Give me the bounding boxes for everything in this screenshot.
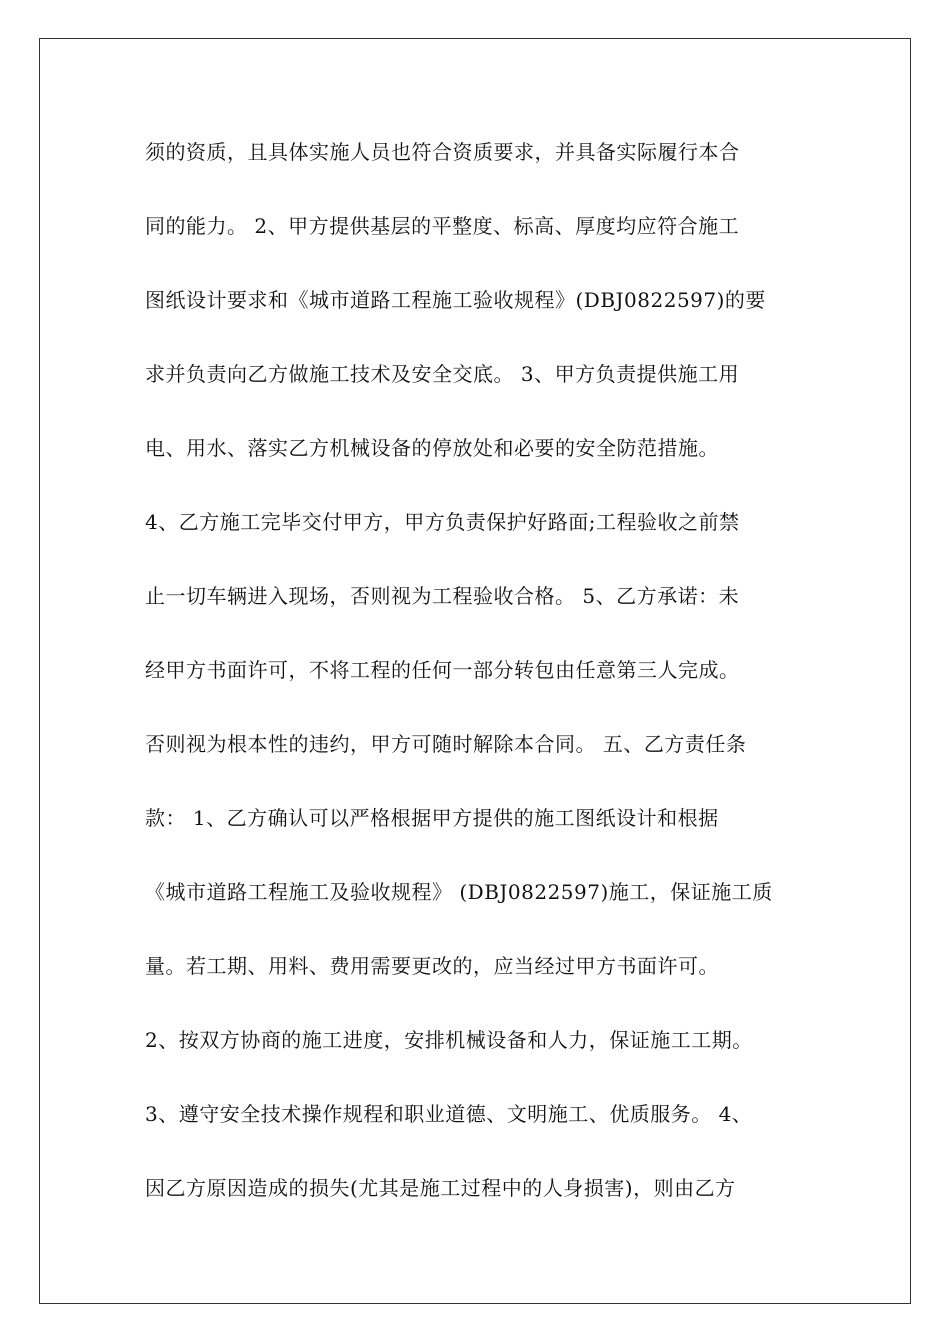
text-line: 求并负责向乙方做施工技术及安全交底。 3、甲方负责提供施工用 xyxy=(145,362,740,386)
text-line: 因乙方原因造成的损失(尤其是施工过程中的人身损害)，则由乙方 xyxy=(145,1176,736,1200)
text-line: 电、用水、落实乙方机械设备的停放处和必要的安全防范措施。 xyxy=(145,436,719,460)
text-line: 图纸设计要求和《城市道路工程施工验收规程》(DBJ0822597)的要 xyxy=(145,288,766,312)
text-line: 否则视为根本性的违约，甲方可随时解除本合同。 五、乙方责任条 xyxy=(145,732,747,756)
text-line: 量。若工期、用料、费用需要更改的，应当经过甲方书面许可。 xyxy=(145,954,719,978)
text-line: 2、按双方协商的施工进度，安排机械设备和人力，保证施工工期。 xyxy=(145,1028,753,1052)
text-line: 款： 1、乙方确认可以严格根据甲方提供的施工图纸设计和根据 xyxy=(145,806,719,830)
text-line: 经甲方书面许可，不将工程的任何一部分转包由任意第三人完成。 xyxy=(145,658,740,682)
text-line: 止一切车辆进入现场，否则视为工程验收合格。 5、乙方承诺：未 xyxy=(145,584,740,608)
text-line: 《城市道路工程施工及验收规程》 (DBJ0822597)施工，保证施工质 xyxy=(145,880,773,904)
text-line: 3、遵守安全技术操作规程和职业道德、文明施工、优质服务。 4、 xyxy=(145,1102,753,1126)
document-body xyxy=(145,128,815,1238)
text-line: 4、乙方施工完毕交付甲方，甲方负责保护好路面;工程验收之前禁 xyxy=(145,510,740,534)
text-line: 须的资质，且具体实施人员也符合资质要求，并具备实际履行本合 xyxy=(145,140,740,164)
text-line: 同的能力。 2、甲方提供基层的平整度、标高、厚度均应符合施工 xyxy=(145,214,740,238)
